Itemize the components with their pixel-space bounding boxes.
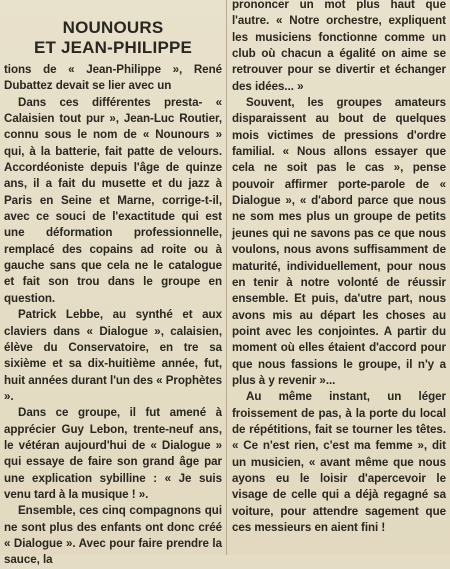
column-divider (226, 0, 227, 555)
right-paragraph: Souvent, les groupes amateurs disparaissent au bout de quelques mois victimes de pressions d'ordre familial. « Nous allons essayer que cela ne soit pas le cas », pense pouvoir affirmer porte-parole de « Dialogue », « d'abord parce que nous ne som mes plus un groupe de petits jeunes qui ne savons pas ce que nous voulons, nous avons suffisamment de maturité, individuellement, pour nous en tenir à notre volonté de réussir ensemble. Et puis, da'utre part, nous avons mis au départ les choses au point avec les conjointes. A partir du moment où elles étaient d'accord pour que nous fassions le groupe, il n'y a plus à y revenir »... (232, 96, 446, 387)
left-paragraph: Dans ce groupe, il fut amené à apprécier Guy Lebon, trente-neuf ans, le vétéran aujourd'hui de « Dialogue » qui essaye de faire son grand âge par une explication sybilline : « Je suis venu tard à la musique ! ». (4, 406, 222, 501)
article-title (4, 18, 222, 58)
left-paragraph: tions de « Jean-Philippe », René Dubattez devait se lier avec un (4, 63, 222, 93)
left-paragraph: Dans ces différentes presta- « Calaisien tout pur », Jean-Luc Routier, connu sous le nom de « Nounours » qui, à la batterie, fait patte de velours. Accordéoniste depuis l'âge de quinze ans, il a fait du musette et du jazz à Paris en Seine et Marne, corrige-t-il, avec ce souci de l'exactitude qui est une déformation professionnelle, remplacé des copains ad roite ou à gauche sans que cela ne le catalogue et fait son trou dans le groupe en question. (4, 95, 222, 305)
left-paragraph: Ensemble, ces cinq compagnons qui ne sont plus des enfants ont donc créé « Dialogue ». Avec pour faire prendre la sauce, la (4, 504, 222, 567)
left-column (4, 0, 222, 567)
right-paragraph: Au même instant, un léger froissement de pas, à la porte du local de répétitions, fait se tourner les têtes. « Ce n'est rien, c'est ma femme », dit un musicien, « avant même que nous ayons eu le loisir d'apercevoir le visage de celle qui a déjà regagné sa voiture, pour attendre sagement que ces messieurs en aient fini ! (232, 390, 446, 534)
left-paragraph: Patrick Lebbe, au synthé et aux claviers dans « Dialogue », calaisien, élève du Conservatoire, en tre sa sixième et sa dix-huitième année, fut, huit années durant l'un des « Prophètes ». (4, 308, 222, 403)
right-column (232, 0, 446, 555)
right-paragraph: prononcer un mot plus haut que l'autre. « Notre orchestre, expliquent les musiciens fonctionne comme un club où chacun a égalité on aime se retrouver pour se divertir et échanger des idées... » (232, 0, 446, 93)
title-line-1: NOUNOURS (62, 18, 164, 37)
title-line-2: ET JEAN-PHILIPPE (33, 38, 193, 57)
